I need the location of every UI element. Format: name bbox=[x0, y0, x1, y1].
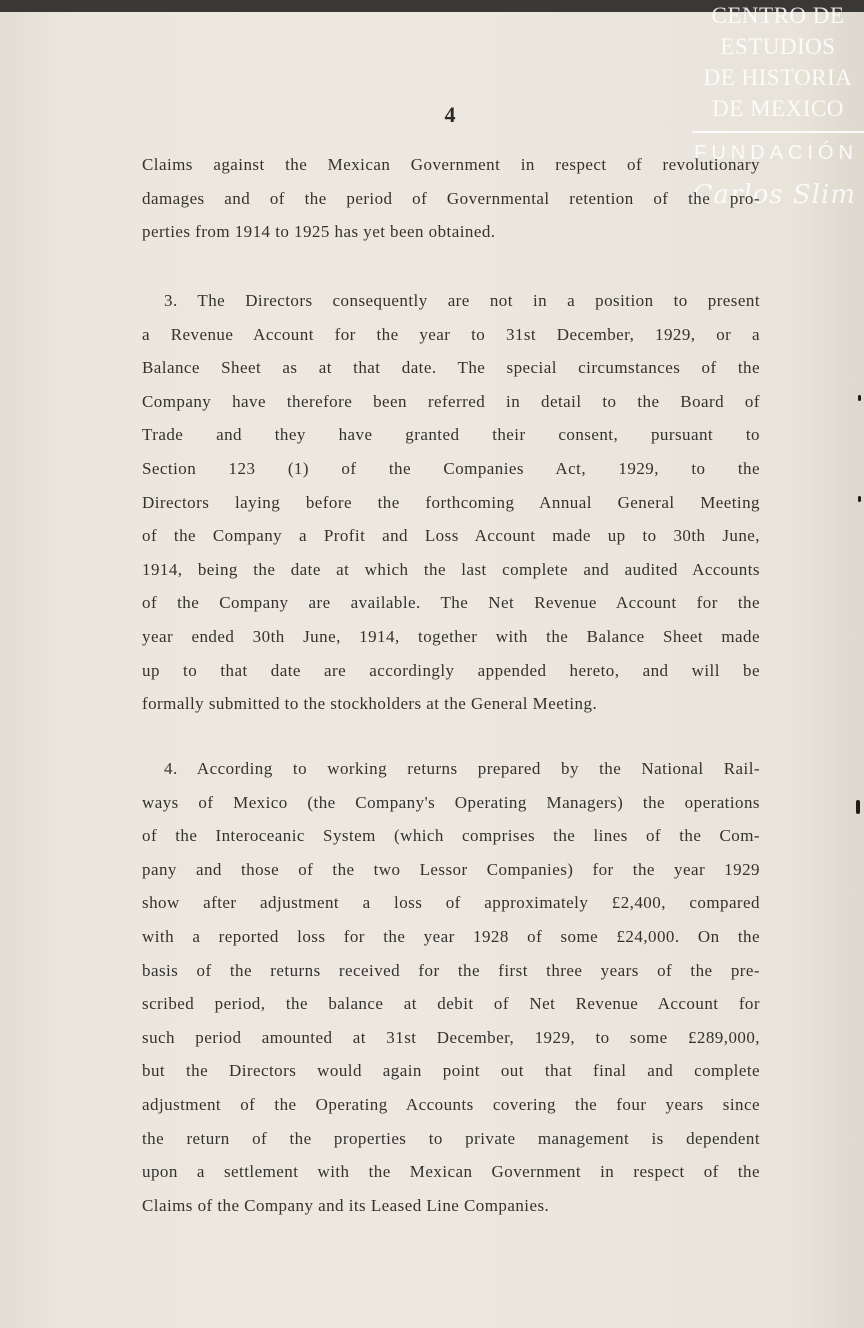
text-line: scribed period, the balance at debit of Net Revenue Account for bbox=[142, 994, 760, 1014]
text-line: ways of Mexico (the Company's Operating Managers) the operations bbox=[142, 792, 760, 812]
text-line: 3. The Directors consequently are not in a position to present bbox=[164, 291, 760, 310]
watermark-signature: Carlos Slim bbox=[692, 180, 856, 210]
text-line: 4. According to working returns prepared by the National Rail- bbox=[164, 759, 760, 778]
text-line: Directors laying before the forthcoming Annual General Meeting bbox=[142, 492, 760, 512]
text-line: of the Company are available. The Net Revenue Account for the bbox=[142, 593, 760, 613]
text-line: year ended 30th June, 1914, together with the Balance Sheet made bbox=[142, 626, 760, 646]
text-line: up to that date are accordingly appended hereto, and will be bbox=[142, 660, 760, 680]
paragraph-continuation bbox=[142, 148, 760, 249]
scan-speck bbox=[856, 800, 860, 814]
text-line: of the Interoceanic System (which comprises the lines of the Com- bbox=[142, 826, 760, 846]
text-line: a Revenue Account for the year to 31st December, 1929, or a bbox=[142, 324, 760, 344]
text-line: Trade and they have granted their consent, pursuant to bbox=[142, 425, 760, 445]
text-line: perties from 1914 to 1925 has yet been obtained. bbox=[142, 222, 496, 242]
watermark-line: CENTRO DE bbox=[711, 3, 845, 28]
text-line: Section 123 (1) of the Companies Act, 1929, to the bbox=[142, 458, 760, 478]
watermark-line: DE MEXICO bbox=[712, 96, 844, 121]
text-line: damages and of the period of Governmental retention of the pro- bbox=[142, 188, 760, 208]
scan-speck bbox=[858, 395, 861, 401]
paragraph-3 bbox=[142, 284, 760, 721]
text-line: such period amounted at 31st December, 1929, to some £289,000, bbox=[142, 1027, 760, 1047]
text-line: Balance Sheet as at that date. The special circumstances of the bbox=[142, 358, 760, 378]
text-line: basis of the returns received for the first three years of the pre- bbox=[142, 960, 760, 980]
text-line: formally submitted to the stockholders at the General Meeting. bbox=[142, 694, 598, 714]
text-line: but the Directors would again point out that final and complete bbox=[142, 1061, 760, 1081]
text-line: 1914, being the date at which the last complete and audited Accounts bbox=[142, 559, 760, 579]
text-line: of the Company a Profit and Loss Account made up to 30th June, bbox=[142, 526, 760, 546]
page-number: 4 bbox=[444, 102, 456, 127]
text-line: upon a settlement with the Mexican Government in respect of the bbox=[142, 1162, 760, 1182]
watermark-line: ESTUDIOS bbox=[720, 34, 836, 59]
text-line: pany and those of the two Lessor Companies) for the year 1929 bbox=[142, 859, 760, 879]
paragraph-4 bbox=[142, 752, 760, 1222]
text-line: adjustment of the Operating Accounts covering the four years since bbox=[142, 1094, 760, 1114]
scan-speck bbox=[858, 496, 861, 502]
text-line: Claims against the Mexican Government in respect of revolutionary bbox=[142, 155, 760, 174]
text-line: with a reported loss for the year 1928 of some £24,000. On the bbox=[142, 926, 760, 946]
text-line: the return of the properties to private management is dependent bbox=[142, 1128, 760, 1148]
text-line: show after adjustment a loss of approximately £2,400, compared bbox=[142, 893, 760, 913]
text-line: Claims of the Company and its Leased Line Companies. bbox=[142, 1195, 550, 1215]
watermark-divider bbox=[692, 131, 864, 133]
watermark-line: DE HISTORIA bbox=[703, 65, 853, 90]
text-line: Company have therefore been referred in detail to the Board of bbox=[142, 391, 760, 411]
watermark-foundation: FUNDACIÓN bbox=[694, 142, 858, 164]
